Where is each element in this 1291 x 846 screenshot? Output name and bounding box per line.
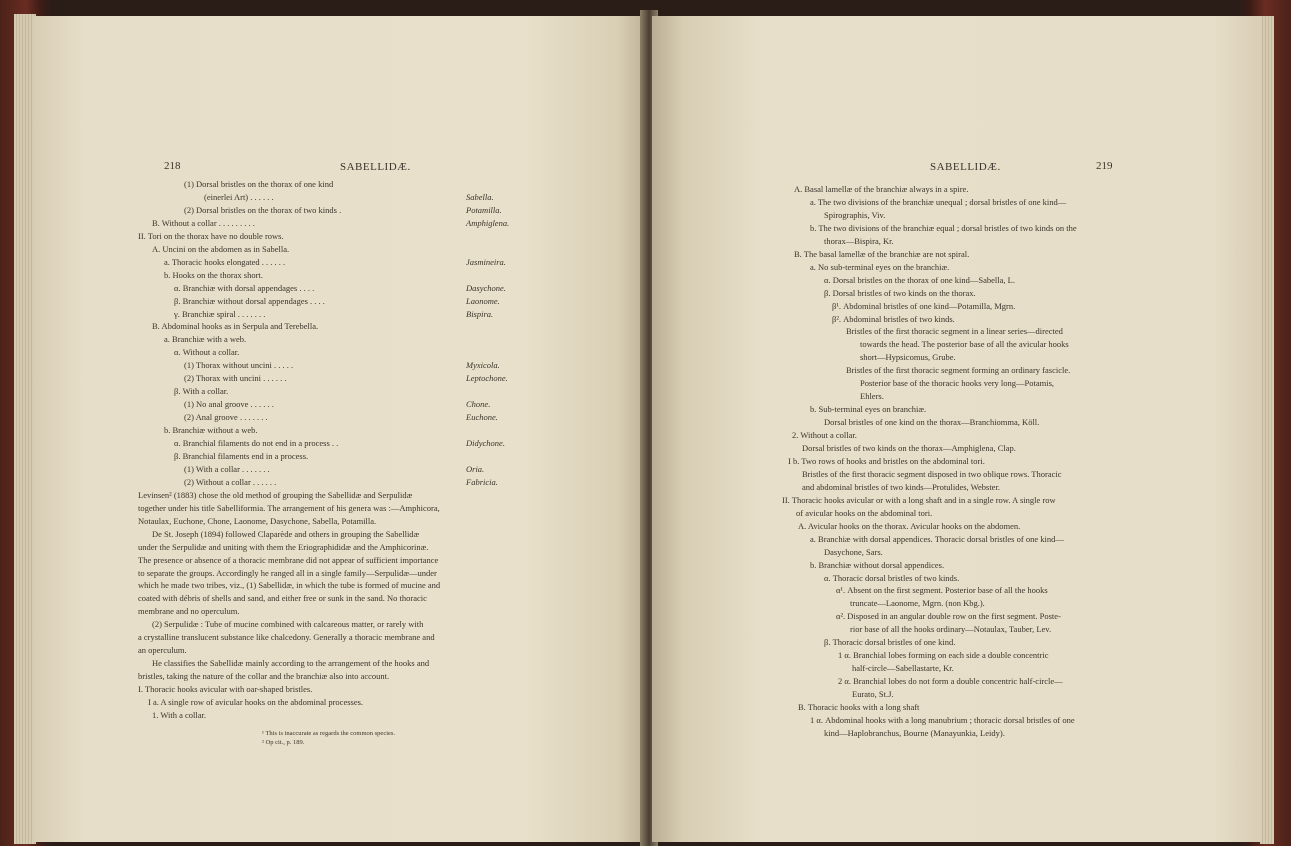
- genus-name: Bispira.: [466, 308, 494, 319]
- text-line: an operculum.: [138, 645, 187, 656]
- text-line: Bristles of the first thoracic segment disposed in two oblique rows. Thoracic: [802, 468, 1062, 479]
- text-line: De St. Joseph (1894) followed Claparède and others in grouping the Sabellidæ: [152, 528, 420, 539]
- text-line: 2 α. Branchial lobes do not form a double concentric half-circle—: [838, 676, 1063, 687]
- text-line: Levinsen² (1883) chose the old method of grouping the Sabellidæ and Serpulidæ: [138, 489, 413, 500]
- text-line: truncate—Laonome, Mgrn. (non Kbg.).: [850, 598, 985, 609]
- genus-name: Dasychone.: [466, 282, 506, 293]
- text-line: γ. Branchiæ spiral . . . . . . .: [174, 308, 266, 319]
- text-line: kind—Haplobranchus, Bourne (Manayunkia, Leidy).: [824, 727, 1005, 738]
- text-line: b. Sub-terminal eyes on branchiæ.: [810, 404, 927, 415]
- text-line: I a. A single row of avicular hooks on the abdominal processes.: [148, 697, 364, 707]
- text-line: under the Serpulidæ and uniting with them the Eriographididæ and the Amphicorinæ.: [138, 541, 429, 552]
- text-line: Ehlers.: [860, 391, 884, 402]
- text-line: α. Branchiæ with dorsal appendages . . . .: [174, 282, 315, 293]
- text-line: bristles, taking the nature of the collar and the branchiæ also into account.: [138, 671, 390, 682]
- text-line: 1. With a collar.: [152, 709, 207, 720]
- text-line: short—Hypsicomus, Grube.: [860, 352, 956, 363]
- running-head-left: SABELLIDÆ.: [340, 161, 411, 173]
- genus-name: Amphiglena.: [466, 217, 510, 228]
- text-line: α. Dorsal bristles on the thorax of one kind—Sabella, L.: [824, 274, 1015, 285]
- text-line: Dorsal bristles of one kind on the thorax—Branchiomma, Köll.: [824, 417, 1040, 428]
- text-line: (2) Without a collar . . . . . .: [184, 476, 277, 487]
- text-line: (2) Anal groove . . . . . . .: [184, 412, 268, 423]
- text-line: He classifies the Sabellidæ mainly according to the arrangement of the hooks and: [152, 658, 430, 669]
- text-line: α. Branchial filaments do not end in a process . .: [174, 438, 339, 448]
- text-line: The presence or absence of a thoracic membrane did not appear of sufficient importance: [138, 554, 439, 565]
- text-line: β. With a collar.: [174, 386, 229, 397]
- genus-name: Oria.: [466, 463, 485, 474]
- genus-name: Laonome.: [466, 295, 500, 306]
- text-line: Dorsal bristles of two kinds on the thorax—Amphiglena, Clap.: [802, 443, 1016, 453]
- text-line: (2) Dorsal bristles on the thorax of two kinds .: [184, 204, 342, 215]
- text-line: Bristles of the first thoracic segment forming an ordinary fascicle.: [846, 365, 1071, 376]
- text-line: Dasychone, Sars.: [824, 546, 883, 557]
- text-line: a. Branchiæ with dorsal appendices. Thoracic dorsal bristles of one kind—: [810, 533, 1064, 544]
- footnote: ² Op cit., p. 189.: [262, 739, 305, 746]
- text-line: β¹. Abdominal bristles of one kind—Potamilla, Mgrn.: [832, 300, 1016, 311]
- text-line: and abdominal bristles of two kinds—Protulides, Webster.: [802, 481, 1000, 492]
- text-line: I. Thoracic hooks avicular with oar-shaped bristles.: [138, 684, 313, 695]
- text-line: β². Abdominal bristles of two kinds.: [832, 313, 955, 324]
- text-line: of avicular hooks on the abdominal tori.: [796, 507, 933, 518]
- text-line: together under his title Sabelliformia. The arrangement of his genera was :—Amphicora,: [138, 502, 440, 513]
- genus-name: Chone.: [466, 399, 491, 410]
- page-number-right: 219: [1096, 160, 1113, 172]
- right-page: [652, 16, 1262, 842]
- text-line: Posterior base of the thoracic hooks very long—Potamis,: [860, 378, 1055, 389]
- text-line: rior base of all the hooks ordinary—Notaulax, Tauber, Lev.: [850, 624, 1052, 635]
- text-line: α. Without a collar.: [174, 347, 240, 358]
- page-edges-left: [14, 14, 36, 844]
- text-line: (1) No anal groove . . . . . .: [184, 399, 274, 410]
- text-line: β. Branchial filaments end in a process.: [174, 450, 309, 461]
- text-line: II. Thoracic hooks avicular or with a long shaft and in a single row. A single row: [782, 494, 1056, 505]
- text-line: Eurato, St.J.: [852, 689, 894, 700]
- text-line: (einerlei Art) . . . . . .: [204, 191, 274, 202]
- text-line: 1 α. Abdominal hooks with a long manubrium ; thoracic dorsal bristles of one: [810, 714, 1075, 725]
- text-line: towards the head. The posterior base of all the avicular hooks: [860, 339, 1069, 350]
- text-line: b. Branchiæ without a web.: [164, 425, 258, 436]
- text-line: β. Thoracic dorsal bristles of one kind.: [824, 637, 956, 648]
- text-line: I b. Two rows of hooks and bristles on the abdominal tori.: [788, 455, 985, 466]
- text-line: b. Branchiæ without dorsal appendices.: [810, 559, 945, 570]
- text-line: β. Dorsal bristles of two kinds on the thorax.: [824, 287, 976, 298]
- genus-name: Sabella.: [466, 191, 494, 202]
- text-line: b. Hooks on the thorax short.: [164, 269, 263, 280]
- running-head-right: SABELLIDÆ.: [930, 161, 1001, 173]
- text-line: coated with débris of shells and sand, and either free or sunk in the sand. No thoracic: [138, 593, 427, 604]
- text-line: 2. Without a collar.: [792, 430, 857, 441]
- page-edges-right: [1260, 16, 1274, 844]
- genus-name: Euchone.: [466, 412, 498, 423]
- text-line: 1 α. Branchial lobes forming on each side a double concentric: [838, 650, 1049, 661]
- genus-name: Jasmineira.: [466, 256, 506, 267]
- text-line: B. Thoracic hooks with a long shaft: [798, 702, 920, 712]
- text-line: Bristles of the first thoracic segment in a linear series—directed: [846, 326, 1063, 337]
- left-page: [34, 16, 648, 842]
- text-line: A. Avicular hooks on the thorax. Avicular hooks on the abdomen.: [798, 520, 1021, 531]
- text-line: B. Abdominal hooks as in Serpula and Terebella.: [152, 321, 319, 332]
- text-line: a crystalline translucent substance like chalcedony. Generally a thoracic membrane and: [138, 632, 435, 643]
- text-line: B. The basal lamellæ of the branchiæ are not spiral.: [794, 248, 970, 259]
- text-line: a. Branchiæ with a web.: [164, 334, 247, 345]
- text-line: β. Branchiæ without dorsal appendages . . . .: [174, 295, 325, 306]
- text-line: (2) Thorax with uncini . . . . . .: [184, 373, 287, 384]
- text-line: II. Tori on the thorax have no double rows.: [138, 230, 284, 241]
- text-line: (1) Thorax without uncini . . . . .: [184, 360, 294, 371]
- genus-name: Didychone.: [466, 438, 505, 448]
- page-number-left: 218: [164, 160, 181, 172]
- text-line: A. Basal lamellæ of the branchiæ always in a spire.: [794, 184, 969, 194]
- text-line: Notaulax, Euchone, Chone, Laonome, Dasychone, Sabella, Potamilla.: [138, 515, 377, 526]
- text-line: a. No sub-terminal eyes on the branchiæ.: [810, 261, 950, 272]
- text-line: (1) Dorsal bristles on the thorax of one kind: [184, 179, 334, 189]
- genus-name: Fabricia.: [466, 476, 498, 487]
- text-line: which he made two tribes, viz., (1) Sabellidæ, in which the tube is formed of mucine and: [138, 580, 441, 591]
- text-line: α¹. Absent on the first segment. Posterior base of all the hooks: [836, 585, 1048, 596]
- footnote: ¹ This is inaccurate as regards the common species.: [262, 730, 396, 737]
- text-line: α². Disposed in an angular double row on the first segment. Poste-: [836, 611, 1061, 622]
- text-line: b. The two divisions of the branchiæ equal ; dorsal bristles of two kinds on the: [810, 222, 1077, 233]
- text-line: a. Thoracic hooks elongated . . . . . .: [164, 256, 286, 267]
- text-line: (1) With a collar . . . . . . .: [184, 463, 270, 474]
- text-line: B. Without a collar . . . . . . . . .: [152, 217, 255, 228]
- genus-name: Myxicola.: [466, 360, 500, 371]
- text-line: (2) Serpulidæ : Tube of mucine combined with calcareous matter, or rarely with: [152, 619, 424, 630]
- text-line: thorax—Bispira, Kr.: [824, 235, 894, 246]
- text-line: to separate the groups. Accordingly he ranged all in a single family—Serpulidæ—under: [138, 567, 437, 578]
- text-line: A. Uncini on the abdomen as in Sabella.: [152, 243, 290, 254]
- text-line: membrane and no operculum.: [138, 606, 240, 617]
- genus-name: Leptochone.: [466, 373, 508, 384]
- text-line: half-circle—Sabellastarte, Kr.: [852, 663, 954, 674]
- text-line: α. Thoracic dorsal bristles of two kinds.: [824, 572, 960, 583]
- genus-name: Potamilla.: [466, 204, 502, 215]
- text-line: Spirographis, Viv.: [824, 209, 886, 220]
- text-line: a. The two divisions of the branchiæ unequal ; dorsal bristles of one kind—: [810, 196, 1067, 207]
